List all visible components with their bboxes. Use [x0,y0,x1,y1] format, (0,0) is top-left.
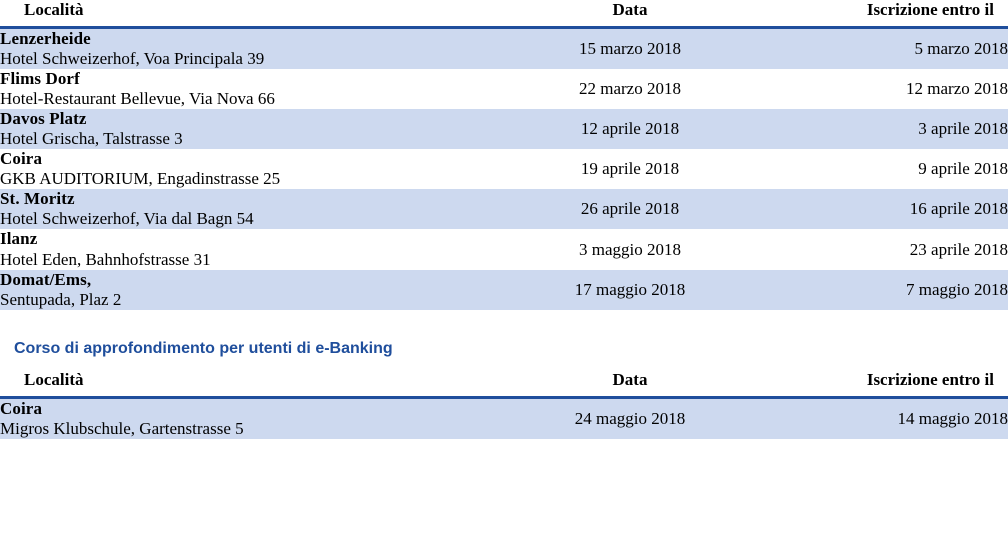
table-header [0,370,1008,398]
table-row [0,69,1008,109]
cell-date: 24 maggio 2018 [504,397,756,439]
cell-date: 26 aprile 2018 [504,189,756,229]
cell-location [0,109,504,149]
table-row [0,149,1008,189]
column-header-registration: Iscrizione entro il [756,370,1008,398]
table-row [0,270,1008,310]
table-row [0,229,1008,269]
cell-location [0,229,504,269]
cell-registration: 14 maggio 2018 [756,397,1008,439]
cell-registration: 16 aprile 2018 [756,189,1008,229]
cell-registration: 3 aprile 2018 [756,109,1008,149]
table-row [0,397,1008,439]
location-name: Davos Platz [0,109,87,129]
cell-registration: 12 marzo 2018 [756,69,1008,109]
column-header-location: Località [0,370,504,398]
location-name: Lenzerheide [0,29,91,48]
table-body [0,28,1008,310]
location-name: Flims Dorf [0,69,80,89]
column-header-date: Data [504,0,756,28]
location-name: Ilanz [0,229,38,249]
column-header-registration: Iscrizione entro il [756,0,1008,28]
location-venue: Hotel-Restaurant Bellevue, Via Nova 66 [0,89,275,109]
table-header [0,0,1008,28]
cell-date: 22 marzo 2018 [504,69,756,109]
location-venue: GKB AUDITORIUM, Engadinstrasse 25 [0,169,281,189]
cell-registration: 9 aprile 2018 [756,149,1008,189]
cell-date: 15 marzo 2018 [504,28,756,70]
cell-location [0,149,504,189]
cell-location [0,28,504,70]
cell-registration: 23 aprile 2018 [756,229,1008,269]
cell-date: 3 maggio 2018 [504,229,756,269]
location-venue: Hotel Eden, Bahnhofstrasse 31 [0,249,211,269]
section-spacer [0,310,1008,340]
column-header-location: Località [0,0,504,28]
table-body [0,397,1008,439]
location-name: Domat/Ems, [0,269,92,289]
cell-date: 17 maggio 2018 [504,270,756,310]
table-header-row [0,370,1008,398]
section-heading: Corso di approfondimento per utenti di e-Banking [14,339,393,357]
cell-location [0,189,504,229]
location-name: Coira [0,398,43,418]
table-row [0,109,1008,149]
cell-location [0,69,504,109]
cell-location [0,270,504,310]
advanced-course-table [0,370,1008,439]
column-header-date: Data [504,370,756,398]
location-venue: Migros Klubschule, Gartenstrasse 5 [0,418,244,438]
location-venue: Hotel Schweizerhof, Via dal Bagn 54 [0,209,254,229]
cell-location [0,397,504,439]
cell-date: 12 aprile 2018 [504,109,756,149]
table-row [0,189,1008,229]
table-header-row [0,0,1008,28]
heading-spacer [0,358,1008,370]
table-row [0,28,1008,70]
cell-registration: 7 maggio 2018 [756,270,1008,310]
cell-registration: 5 marzo 2018 [756,28,1008,70]
location-name: Coira [0,149,43,169]
location-name: St. Moritz [0,189,75,209]
cell-date: 19 aprile 2018 [504,149,756,189]
location-venue: Hotel Grischa, Talstrasse 3 [0,129,183,149]
location-venue: Hotel Schweizerhof, Voa Principala 39 [0,49,265,69]
location-venue: Sentupada, Plaz 2 [0,289,122,309]
